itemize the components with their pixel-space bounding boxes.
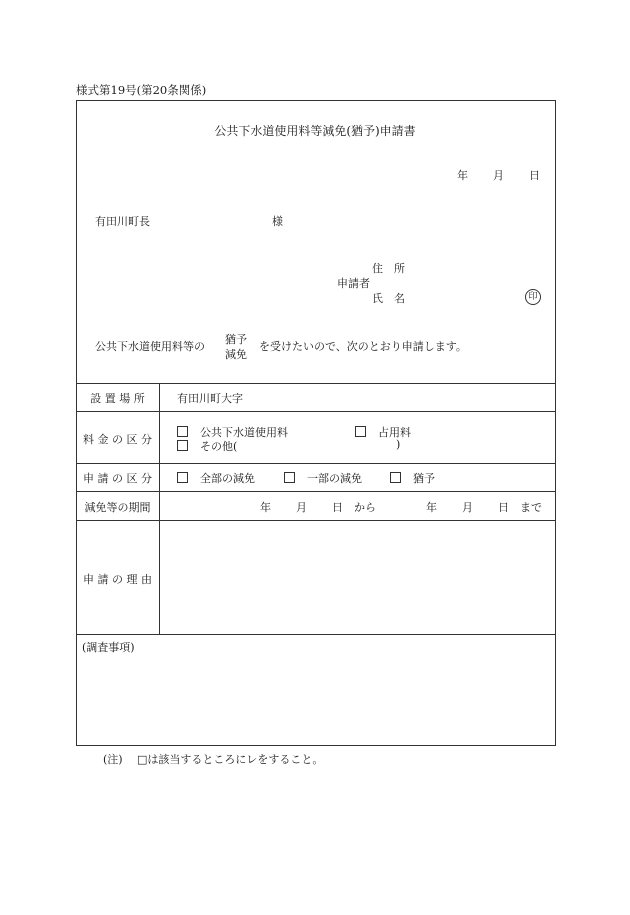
date-year: 年	[457, 169, 468, 182]
checkbox-icon[interactable]	[177, 472, 188, 483]
fee-option-label: 公共下水道使用料	[200, 426, 288, 439]
fee-category-label: 料 金 の 区 分	[83, 433, 152, 446]
period-from-month: 月	[296, 501, 307, 514]
checkbox-icon[interactable]	[355, 426, 366, 437]
period-to-day: 日	[498, 501, 509, 514]
period-to-year: 年	[426, 501, 437, 514]
request-suffix: を受けたいので、次のとおり申請します。	[259, 340, 467, 353]
app-option-partial[interactable]	[284, 470, 362, 486]
address-label: 住 所	[372, 262, 405, 275]
seal-mark: 印	[525, 289, 541, 305]
request-prefix: 公共下水道使用料等の	[95, 340, 205, 353]
divider	[76, 520, 556, 521]
checkbox-icon[interactable]	[284, 472, 295, 483]
app-option-label: 全部の減免	[200, 472, 255, 485]
addressee-honorific: 様	[272, 215, 283, 228]
fee-option-occupancy[interactable]	[355, 424, 411, 440]
investigation-field	[82, 656, 548, 738]
applicant-label: 申請者	[337, 277, 370, 290]
column-divider	[159, 383, 160, 634]
divider	[76, 634, 556, 635]
period-label: 減免等の期間	[84, 501, 151, 514]
request-option-exemption: 減免	[225, 348, 247, 361]
note-label: (注)	[103, 753, 123, 766]
application-category-label: 申 請 の 区 分	[83, 472, 152, 485]
form-title: 公共下水道使用料等減免(猶予)申請書	[214, 124, 416, 138]
checkbox-icon[interactable]	[390, 472, 401, 483]
fee-option-label: その他(	[200, 440, 238, 453]
period-from-suffix: から	[354, 501, 376, 514]
app-option-label: 一部の減免	[307, 472, 362, 485]
fee-option-other[interactable]	[177, 438, 237, 454]
period-to-month: 月	[462, 501, 473, 514]
divider-top	[76, 383, 556, 384]
form-frame	[76, 100, 556, 746]
date-day: 日	[529, 169, 540, 182]
divider	[76, 411, 556, 412]
location-label: 設 置 場 所	[90, 392, 145, 405]
divider	[76, 463, 556, 464]
app-option-deferral[interactable]	[390, 470, 435, 486]
period-to-suffix: まで	[520, 501, 542, 514]
investigation-label: (調査事項)	[82, 641, 135, 654]
checkbox-icon[interactable]	[177, 440, 188, 451]
divider	[76, 491, 556, 492]
app-option-label: 猶予	[413, 472, 435, 485]
reason-field[interactable]	[166, 528, 548, 626]
request-option-deferral: 猶予	[225, 333, 247, 346]
addressee-name: 有田川町長	[95, 215, 150, 228]
note-text: □は該当するところにレをすること。	[137, 753, 324, 766]
period-from-day: 日	[332, 501, 343, 514]
fee-option-label: 占用料	[378, 426, 411, 439]
form-number: 様式第19号(第20条関係)	[76, 83, 207, 97]
fee-other-close: )	[396, 438, 401, 451]
reason-label: 申 請 の 理 由	[83, 573, 152, 586]
location-value: 有田川町大字	[177, 392, 243, 405]
checkbox-icon[interactable]	[177, 426, 188, 437]
name-label: 氏 名	[372, 292, 405, 305]
app-option-full[interactable]	[177, 470, 255, 486]
date-month: 月	[493, 169, 504, 182]
period-from-year: 年	[260, 501, 271, 514]
